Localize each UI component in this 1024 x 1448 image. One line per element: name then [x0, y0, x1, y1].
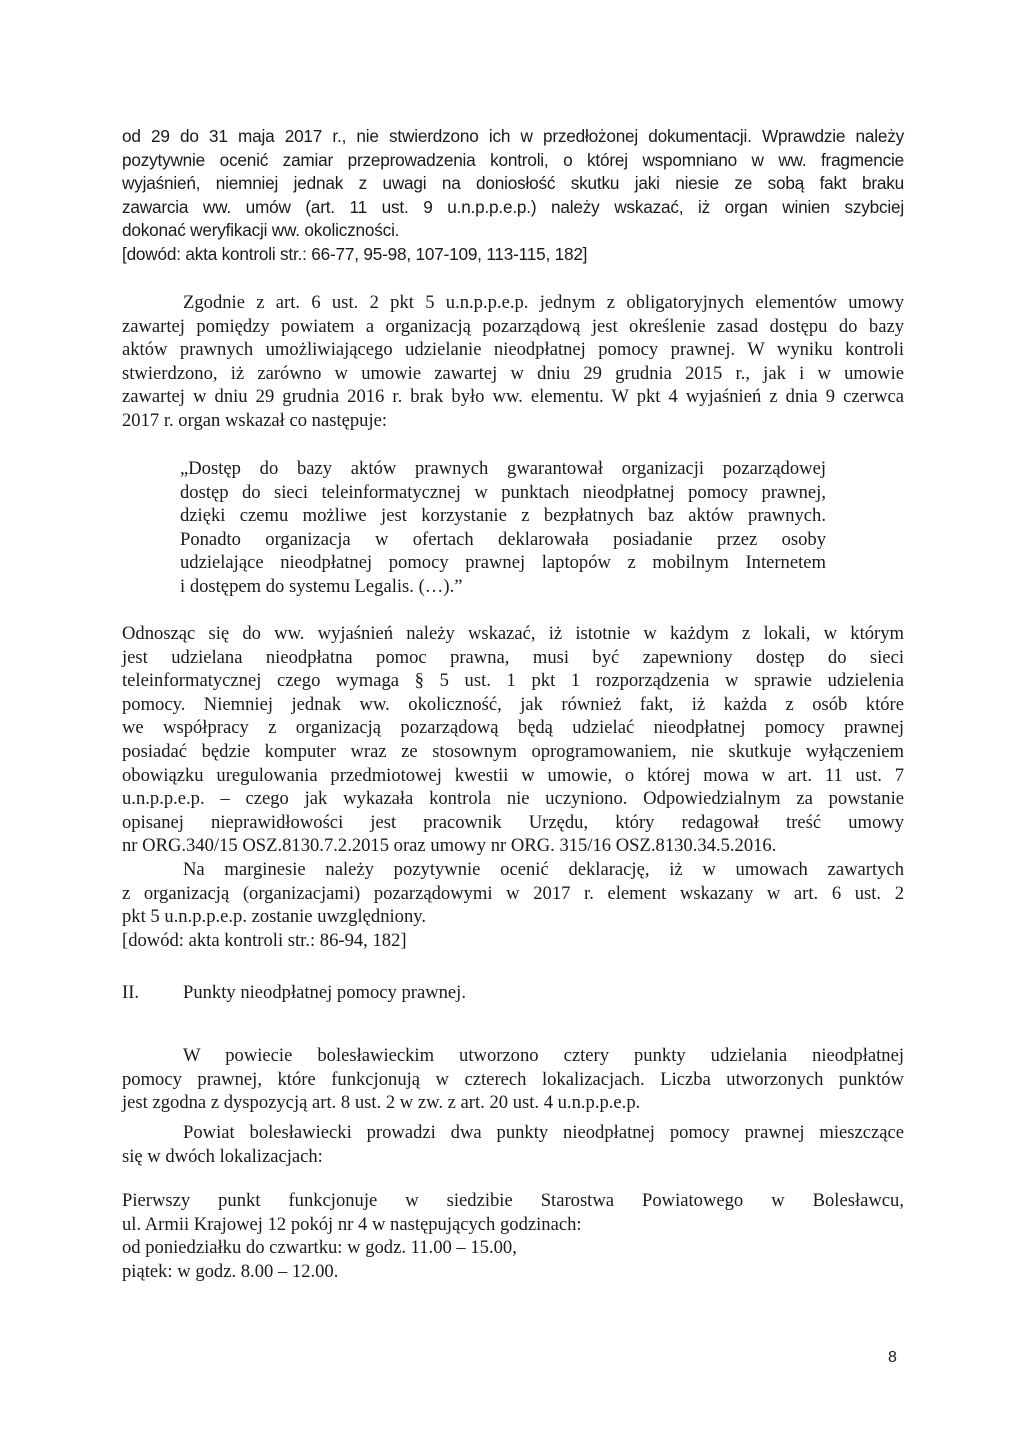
article-6-paragraph — [122, 291, 904, 433]
text-line: teleinformatycznej czego wymaga § 5 ust. 1 pkt 1 rozporządzenia w sprawie udzielenia — [122, 670, 904, 692]
text-line: W powiecie bolesławieckim utworzono cztery punkty udzielania nieodpłatnej — [183, 1045, 904, 1066]
evidence-reference: [dowód: akta kontroli str.: 86-94, 182] — [122, 929, 407, 951]
text-line: pomocy. Niemniej jednak ww. okoliczność, jak również fakt, iż każda z osób które — [122, 693, 904, 715]
text-line: posiadać będzie komputer wraz ze stosownym oprogramowaniem, nie skutkuje wyłączeniem — [122, 740, 904, 762]
text-line: we współpracy z organizacją pozarządową będą udzielać nieodpłatnej pomocy prawnej — [122, 717, 904, 739]
text-line: jest udzielana nieodpłatna pomoc prawna, musi być zapewniony dostęp do sieci — [122, 646, 904, 668]
opening-hours-line: piątek: w godz. 8.00 – 12.00. — [122, 1260, 339, 1282]
text-line: dokonać weryfikacji ww. okoliczności. — [122, 220, 400, 241]
text-line: udzielające nieodpłatnej pomocy prawnej laptopów z mobilnym Internetem — [180, 552, 826, 574]
text-line: Zgodnie z art. 6 ust. 2 pkt 5 u.n.p.p.e.p. jednym z obligatoryjnych elementów umowy — [183, 292, 904, 313]
text-line: aktów prawnych umożliwiającego udzielanie nieodpłatnej pomocy prawnej. W wyniku kontroli — [122, 339, 904, 361]
response-paragraph — [122, 622, 904, 858]
section-number: II. — [122, 982, 140, 1003]
text-line: obowiązku uregulowania przedmiotowej kwestii w umowie, o której mowa w art. 11 ust. 7 — [122, 764, 904, 786]
text-line: od 29 do 31 maja 2017 r., nie stwierdzono ich w przedłożonej dokumentacji. Wprawdzie należy — [122, 126, 904, 146]
text-line: wyjaśnień, niemniej jednak z uwagi na doniosłość skutku jaki niesie ze sobą fakt braku — [122, 173, 904, 194]
intro-paragraph — [122, 125, 904, 267]
text-line: Ponadto organizacja w ofertach deklarowała posiadanie przez osoby — [180, 528, 826, 550]
text-line: 2017 r. organ wskazał co następuje: — [122, 409, 388, 431]
text-line: zawartej pomiędzy powiatem a organizacją pozarządową jest określenie zasad dostępu do bazy — [122, 315, 904, 337]
text-line: jest zgodna z dyspozycją art. 8 ust. 2 w zw. z art. 20 ust. 4 u.n.p.p.e.p. — [122, 1092, 641, 1114]
text-line: opisanej nieprawidłowości jest pracownik Urzędu, który redagował treść umowy — [122, 811, 904, 833]
text-line: Pierwszy punkt funkcjonuje w siedzibie Starostwa Powiatowego w Bolesławcu, — [122, 1190, 904, 1211]
text-line: u.n.p.p.e.p. – czego jak wykazała kontrola nie uczyniono. Odpowiedzialnym za powstanie — [122, 788, 904, 810]
text-line: pozytywnie ocenić zamiar przeprowadzenia kontroli, o której wspomniano w ww. fragmencie — [122, 149, 904, 170]
text-line: zawarcia ww. umów (art. 11 ust. 9 u.n.p.p.e.p.) należy wskazać, iż organ winien szybciej — [122, 196, 904, 217]
text-line: zawartej w dniu 29 grudnia 2016 r. brak było ww. elementu. W pkt 4 wyjaśnień z dnia 9 czerwca — [122, 386, 904, 408]
text-line: ul. Armii Krajowej 12 pokój nr 4 w następujących godzinach: — [122, 1213, 582, 1235]
text-line: pomocy prawnej, które funkcjonują w czterech lokalizacjach. Liczba utworzonych punktów — [122, 1068, 904, 1090]
text-line: „Dostęp do bazy aktów prawnych gwarantował organizacji pozarządowej — [180, 458, 826, 479]
text-line: nr ORG.340/15 OSZ.8130.7.2.2015 oraz umowy nr ORG. 315/16 OSZ.8130.34.5.2016. — [122, 835, 777, 857]
text-line: stwierdzono, iż zarówno w umowie zawartej w dniu 29 grudnia 2015 r., jak i w umowie — [122, 362, 904, 384]
points-paragraph — [122, 1044, 904, 1115]
powiat-paragraph — [122, 1121, 904, 1168]
text-line: pkt 5 u.n.p.p.e.p. zostanie uwzględniony. — [122, 906, 426, 928]
section-title: Punkty nieodpłatnej pomocy prawnej. — [183, 982, 466, 1003]
margin-paragraph — [122, 858, 904, 952]
text-line: dostęp do sieci teleinformatycznej w punktach nieodpłatnej pomocy prawnej, — [180, 481, 826, 503]
opening-hours-line: od poniedziałku do czwartku: w godz. 11.00 – 15.00, — [122, 1237, 517, 1259]
text-line: dzięki czemu możliwe jest korzystanie z bezpłatnych baz aktów prawnych. — [180, 505, 826, 527]
text-line: Na marginesie należy pozytywnie ocenić deklarację, iż w umowach zawartych — [183, 859, 904, 880]
block-quote — [180, 457, 826, 599]
page-number: 8 — [888, 1349, 897, 1366]
text-line: się w dwóch lokalizacjach: — [122, 1145, 323, 1167]
section-heading — [122, 981, 466, 1005]
evidence-reference: [dowód: akta kontroli str.: 66-77, 95-98, 107-109, 113-115, 182] — [122, 243, 588, 264]
text-line: i dostępem do systemu Legalis. (…).” — [180, 575, 463, 597]
first-point-paragraph — [122, 1189, 904, 1283]
text-line: Odnosząc się do ww. wyjaśnień należy wskazać, iż istotnie w każdym z lokali, w którym — [122, 623, 904, 644]
text-line: z organizacją (organizacjami) pozarządowymi w 2017 r. element wskazany w art. 6 ust. 2 — [122, 882, 904, 904]
text-line: Powiat bolesławiecki prowadzi dwa punkty nieodpłatnej pomocy prawnej mieszczące — [183, 1122, 904, 1143]
